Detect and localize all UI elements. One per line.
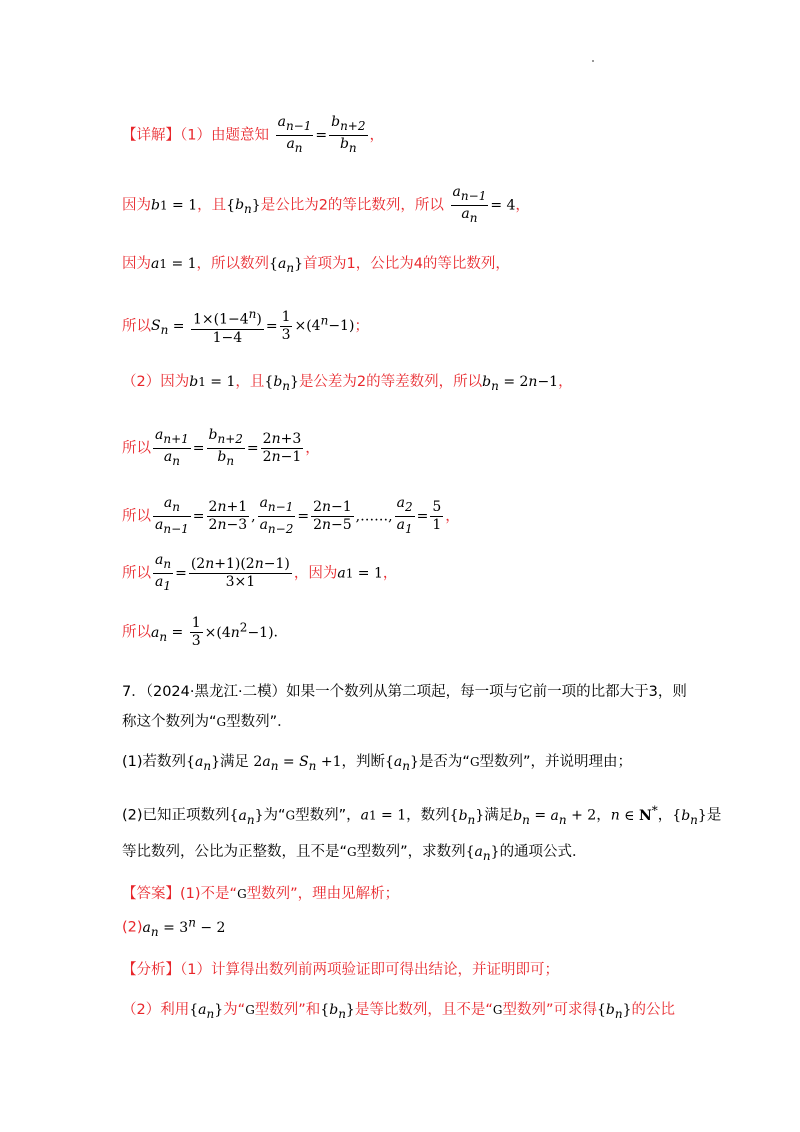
analysis-line-2: （2）利用$\{a_n\}$为“G型数列”和$\{b_n\}$是等比数列，且不是“G型数列”可求得$\{b_n\}$的公比 <box>122 1002 676 1021</box>
answer-line-1: 【答案】(1)不是“G型数列”，理由见解析； <box>122 886 400 902</box>
solution-line-9: 所以$a_n$ = $\frac{1}{3}$ $\times(4n^2-1)$. <box>122 615 278 649</box>
solution-line-1: 【详解】（1）由题意知 $\frac{a_{n-1}}{a_n}$ = $\frac{b_{n+2}}{b_n}$ ， <box>122 114 384 155</box>
question-7-part-2: (2)已知正项数列$\{a_n\}$为“G型数列”，a1 = 1，数列$\{b_n\}$满足$b_n = a_n + 2$，n ∈ N*，$\{b_n\}$是 <box>122 803 722 827</box>
analysis-line-1: 【分析】（1）计算得出数列前两项验证即可得出结论，并证明即可； <box>122 962 559 978</box>
solution-line-6: 所以 $\frac{a_{n+1}}{a_n}$ = $\frac{b_{n+2}}{b_n}$ = $\frac{2n+3}{2n-1}$ ， <box>122 427 320 468</box>
analysis-tag: 【分析】 <box>122 962 180 978</box>
solution-line-3: 因为a1 = 1，所以数列$\{a_n\}$首项为1，公比为4的等比数列， <box>122 256 510 275</box>
question-7-line-1: 7．（2024·黑龙江·二模）如果一个数列从第二项起，每一项与它前一项的比都大于3，则 <box>122 684 687 700</box>
solution-line-8: 所以 $\frac{a_n}{a_1}$ = $\frac{(2n+1)(2n-1)}{3\times 1}$ ，因为a1 = 1， <box>122 552 398 593</box>
solution-line-4: 所以$S_n$ = $\frac{1\times(1-4^n)}{1-4}$ = $\frac{1}{3}$ $\times(4^n-1)$； <box>122 307 369 346</box>
formula-ratio: $\frac{a_{n-1}}{a_n}$ <box>277 114 312 155</box>
solution-line-7: 所以 $\frac{a_n}{a_{n-1}}$ = $\frac{2n+1}{2n-3}$ , $\frac{a_{n-1}}{a_{n-2}}$ = $\frac{2n-1}{2n-5}$ ,……, $\frac{a_2}{a_1}$ = $\frac{5}{1}$ ， <box>122 495 460 536</box>
solution-line-2: 因为b1 = 1，且$\{b_n\}$是公比为2的等比数列，所以 $\frac{a_{n-1}}{a_n}$ = 4， <box>122 184 530 225</box>
solution-line-5: （2）因为b1 = 1，且$\{b_n\}$是公差为2的等差数列，所以$b_n = 2n-1$， <box>122 374 573 393</box>
answer-tag: 【答案】 <box>122 886 180 902</box>
question-7-line-2: 称这个数列为“G型数列”． <box>122 714 292 730</box>
question-7-part-1: (1)若数列$\{a_n\}$满足 $2a_n = S_n +1$，判断$\{a_n\}$是否为“G型数列”，并说明理由； <box>122 754 633 773</box>
detail-tag: 【详解】 <box>122 127 180 144</box>
page-mark <box>592 60 594 62</box>
question-7-part-2-cont: 等比数列，公比为正整数，且不是“G型数列”，求数列$\{a_n\}$的通项公式． <box>122 844 587 863</box>
answer-line-2: $(2)a_n = 3^n - 2$ <box>122 915 226 939</box>
